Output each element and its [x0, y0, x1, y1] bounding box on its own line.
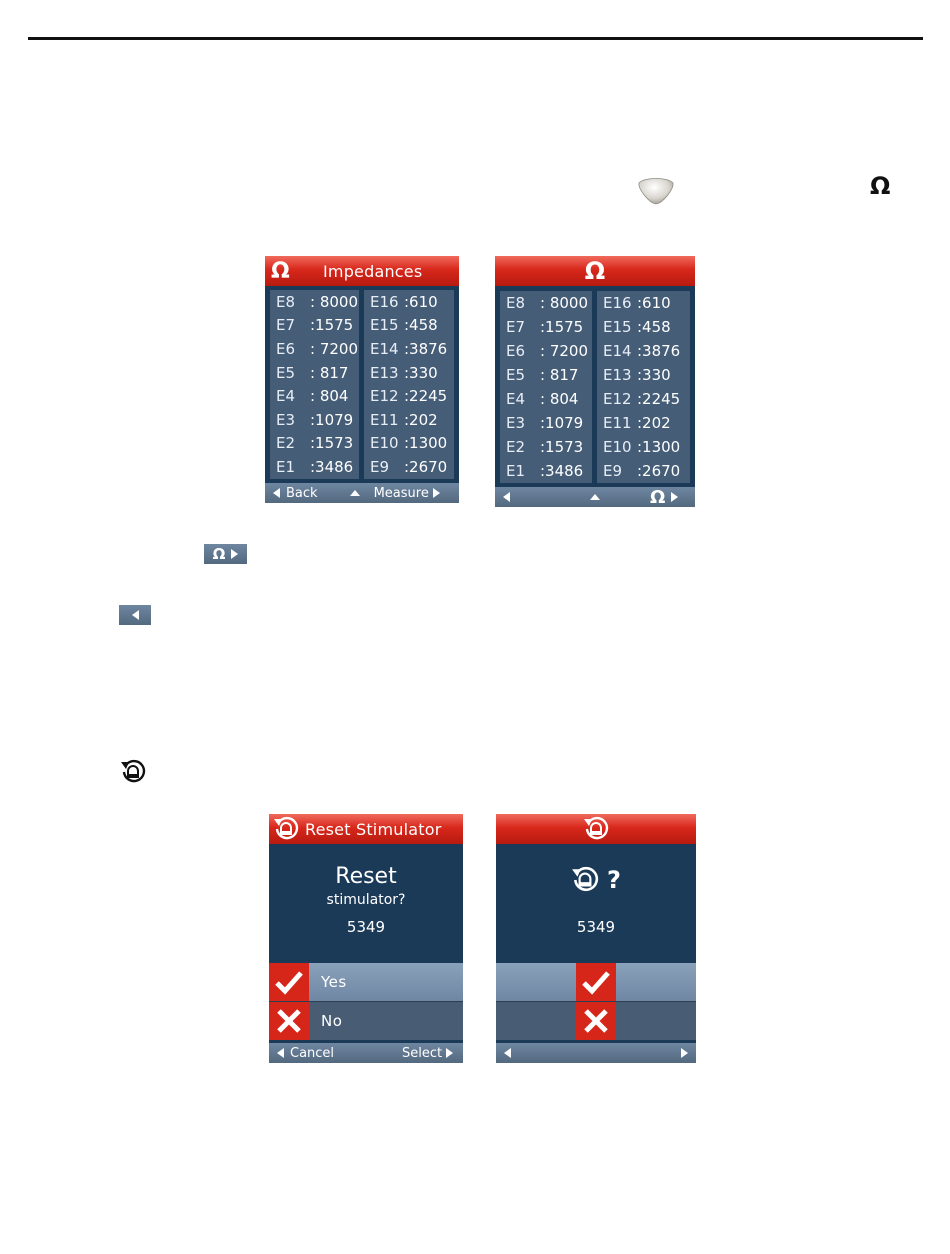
reset-icon: [273, 816, 299, 842]
impedance-row: [597, 291, 690, 315]
electrode-label: E9: [603, 461, 623, 480]
reset-question: [496, 866, 696, 894]
impedance-value: :2245: [637, 389, 681, 408]
left-arrow-icon[interactable]: [504, 1048, 511, 1058]
electrode-label: E7: [276, 316, 296, 335]
impedance-row: [500, 459, 592, 483]
screen-header: [269, 814, 463, 844]
right-arrow-icon[interactable]: [681, 1048, 688, 1058]
no-label: No: [321, 1012, 343, 1030]
omega-icon: Ω: [870, 172, 891, 200]
omega-icon: Ω: [584, 257, 606, 285]
electrode-label: E4: [506, 389, 526, 408]
omega-icon: Ω: [212, 545, 226, 563]
electrode-label: E15: [603, 317, 632, 336]
impedance-value: : 817: [310, 363, 349, 382]
yes-option[interactable]: [496, 963, 696, 1001]
electrode-label: E12: [603, 389, 632, 408]
impedance-row: [364, 314, 454, 338]
screen-footer: [265, 483, 459, 503]
electrode-label: E16: [370, 292, 399, 311]
left-arrow-icon[interactable]: [503, 492, 510, 502]
impedance-row: [364, 432, 454, 456]
impedance-column-left: [500, 291, 592, 483]
no-option[interactable]: [269, 1002, 463, 1040]
impedance-row: [597, 339, 690, 363]
impedance-value: :1575: [310, 316, 354, 335]
screen-header: [265, 256, 459, 286]
check-icon: [576, 963, 616, 1001]
impedance-value: :3486: [310, 457, 354, 476]
electrode-label: E11: [370, 410, 399, 429]
impedance-row: [364, 384, 454, 408]
reset-icon: [583, 816, 609, 842]
x-icon: [576, 1002, 616, 1040]
impedance-row: [270, 361, 359, 385]
screen-footer: [496, 1043, 696, 1063]
x-icon: [269, 1002, 309, 1040]
back-button[interactable]: Back: [286, 485, 318, 501]
no-option[interactable]: [496, 1002, 696, 1040]
left-arrow-icon[interactable]: [277, 1048, 284, 1058]
electrode-label: E2: [506, 437, 526, 456]
impedance-value: :330: [404, 363, 438, 382]
electrode-label: E16: [603, 293, 632, 312]
screen-title: Impedances: [323, 261, 423, 281]
impedance-value: :1079: [540, 413, 584, 432]
reset-heading: Reset: [335, 864, 397, 889]
impedance-row: [500, 363, 592, 387]
electrode-label: E5: [276, 363, 296, 382]
screen-title: Reset Stimulator: [305, 819, 442, 839]
controller-button-icon: [636, 175, 676, 207]
screen-footer: [269, 1043, 463, 1063]
impedance-row: [270, 384, 359, 408]
impedance-value: :458: [404, 316, 438, 335]
impedance-row: [364, 455, 454, 479]
impedance-row: [500, 411, 592, 435]
right-arrow-icon: [231, 549, 238, 559]
reset-subheading: stimulator?: [326, 892, 406, 908]
reset-code: 5349: [346, 918, 386, 936]
electrode-label: E13: [370, 363, 399, 382]
yes-label: Yes: [321, 973, 347, 991]
impedance-row: [270, 408, 359, 432]
reset-icon: [571, 866, 599, 894]
screen-header: [496, 814, 696, 844]
measure-button[interactable]: Measure: [373, 485, 429, 501]
electrode-label: E3: [276, 410, 296, 429]
impedance-value: :3486: [540, 461, 584, 480]
impedance-value: : 7200: [310, 339, 358, 358]
impedance-value: :610: [404, 292, 438, 311]
impedance-value: :2670: [404, 457, 448, 476]
impedance-row: [597, 387, 690, 411]
impedance-value: :3876: [404, 339, 448, 358]
impedance-value: : 7200: [540, 341, 588, 360]
electrode-label: E13: [603, 365, 632, 384]
screen-header: [495, 256, 695, 286]
electrode-label: E8: [276, 292, 296, 311]
impedance-value: :1300: [637, 437, 681, 456]
right-arrow-icon[interactable]: [433, 488, 440, 498]
impedance-row: [270, 314, 359, 338]
impedance-row: [500, 315, 592, 339]
impedance-column-right: [364, 290, 454, 479]
up-arrow-icon[interactable]: [350, 490, 360, 496]
impedance-row: [270, 337, 359, 361]
omega-next-button: [204, 544, 247, 564]
electrode-label: E10: [370, 434, 399, 453]
omega-icon[interactable]: Ω: [650, 486, 666, 507]
impedance-column-right: [597, 291, 690, 483]
question-mark: ?: [607, 866, 621, 894]
impedance-row: [500, 291, 592, 315]
electrode-label: E5: [506, 365, 526, 384]
electrode-label: E4: [276, 387, 296, 406]
electrode-label: E6: [276, 339, 296, 358]
impedance-value: :1079: [310, 410, 354, 429]
electrode-label: E15: [370, 316, 399, 335]
select-button[interactable]: Select: [402, 1045, 443, 1061]
impedance-value: :1573: [310, 434, 354, 453]
electrode-label: E3: [506, 413, 526, 432]
reset-code: 5349: [576, 918, 616, 936]
impedance-value: :330: [637, 365, 671, 384]
impedance-value: :1575: [540, 317, 584, 336]
impedance-value: :202: [637, 413, 671, 432]
check-icon: [269, 963, 309, 1001]
impedance-row: [597, 315, 690, 339]
impedance-value: :2245: [404, 387, 448, 406]
electrode-label: E11: [603, 413, 632, 432]
screen-footer: [495, 487, 695, 507]
impedance-row: [270, 290, 359, 314]
impedance-value: :3876: [637, 341, 681, 360]
impedance-value: : 8000: [310, 292, 358, 311]
electrode-label: E14: [603, 341, 632, 360]
back-arrow-button: [119, 605, 151, 625]
right-arrow-icon[interactable]: [671, 492, 678, 502]
impedance-value: :458: [637, 317, 671, 336]
electrode-label: E9: [370, 457, 390, 476]
left-arrow-icon[interactable]: [273, 488, 280, 498]
impedance-screen-b: [495, 256, 695, 507]
up-arrow-icon[interactable]: [590, 494, 600, 500]
impedance-row: [500, 435, 592, 459]
electrode-label: E7: [506, 317, 526, 336]
electrode-label: E1: [276, 457, 296, 476]
impedance-column-left: [270, 290, 359, 479]
impedance-value: :202: [404, 410, 438, 429]
impedance-row: [270, 455, 359, 479]
electrode-label: E12: [370, 387, 399, 406]
electrode-label: E2: [276, 434, 296, 453]
electrode-label: E1: [506, 461, 526, 480]
reset-icon: [120, 759, 146, 785]
impedance-row: [597, 411, 690, 435]
impedance-row: [364, 290, 454, 314]
reset-screen-a: [269, 814, 463, 1063]
impedance-value: :1573: [540, 437, 584, 456]
impedance-value: :1300: [404, 434, 448, 453]
right-arrow-icon[interactable]: [446, 1048, 453, 1058]
cancel-button[interactable]: Cancel: [290, 1045, 335, 1061]
impedance-screen-a: [265, 256, 459, 503]
impedance-value: :2670: [637, 461, 681, 480]
impedance-row: [364, 361, 454, 385]
electrode-label: E8: [506, 293, 526, 312]
impedance-row: [597, 459, 690, 483]
impedance-row: [597, 363, 690, 387]
reset-screen-b: [496, 814, 696, 1063]
impedance-row: [500, 387, 592, 411]
impedance-value: : 8000: [540, 293, 588, 312]
yes-option[interactable]: [269, 963, 463, 1001]
impedance-row: [500, 339, 592, 363]
electrode-label: E14: [370, 339, 399, 358]
impedance-row: [364, 337, 454, 361]
omega-icon: Ω: [271, 258, 290, 284]
electrode-label: E10: [603, 437, 632, 456]
impedance-row: [597, 435, 690, 459]
left-arrow-icon: [132, 610, 139, 620]
top-rule: [28, 37, 923, 40]
impedance-value: :610: [637, 293, 671, 312]
impedance-row: [364, 408, 454, 432]
electrode-label: E6: [506, 341, 526, 360]
impedance-value: : 817: [540, 365, 579, 384]
impedance-row: [270, 432, 359, 456]
impedance-value: : 804: [310, 387, 349, 406]
impedance-value: : 804: [540, 389, 579, 408]
